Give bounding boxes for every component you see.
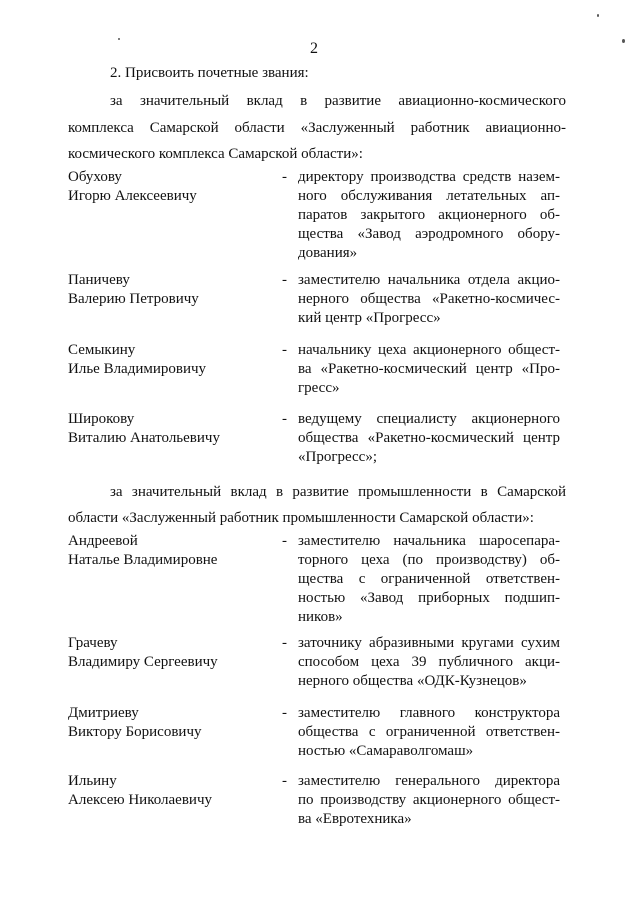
entry-dash: - (282, 773, 287, 789)
awardee-name: Семыкину Илье Владимировичу (68, 342, 207, 377)
section1-intro-line: за значительный вклад в развитие авиационно-космического (110, 93, 566, 109)
awardee-name: Грачеву Владимиру Сергеевичу (68, 635, 218, 670)
entry-dash: - (282, 705, 287, 721)
entry-dash: - (282, 272, 287, 288)
awardee-position: директору производства средств назем- ного обслуживания летательных ап- паратов закрытого акционерного об- щества «Завод аэродромного обору- дования» (298, 169, 560, 261)
entry-dash: - (282, 411, 287, 427)
section1-intro-line: комплекса Самарской области «Заслуженный работник авиационно- (68, 120, 566, 136)
entry-dash: - (282, 635, 287, 651)
page-number: 2 (310, 40, 318, 57)
entry-dash: - (282, 169, 287, 185)
scan-speck (118, 38, 120, 40)
awardee-position: заточнику абразивными кругами сухим способом цеха 39 публичного акци- нерного общества «ОДК-Кузнецов» (298, 635, 560, 689)
awardee-name: Паничеву Валерию Петровичу (68, 272, 199, 307)
awardee-position: ведущему специалисту акционерного общества «Ракетно-космический центр «Прогресс»; (298, 411, 560, 465)
item-2-heading: 2. Присвоить почетные звания: (110, 65, 309, 81)
awardee-name: Широкову Виталию Анатольевичу (68, 411, 220, 446)
awardee-name: Андреевой Наталье Владимировне (68, 533, 218, 568)
entry-dash: - (282, 342, 287, 358)
awardee-name: Дмитриеву Виктору Борисовичу (68, 705, 202, 740)
scan-speck (597, 14, 599, 17)
awardee-name: Обухову Игорю Алексеевичу (68, 169, 197, 204)
awardee-name: Ильину Алексею Николаевичу (68, 773, 212, 808)
section2-intro-line: области «Заслуженный работник промышленности Самарской области»: (68, 510, 534, 526)
section2-intro-line: за значительный вклад в развитие промышленности в Самарской (110, 484, 566, 500)
awardee-position: заместителю начальника шаросепара- торного цеха (по производству) об- щества с ограниченной ответствен- ностью «Завод приборных подшип- ников» (298, 533, 560, 625)
scan-speck (622, 39, 625, 43)
awardee-position: начальнику цеха акционерного общест- ва «Ракетно-космический центр «Про- гресс» (298, 342, 560, 396)
section1-intro-line: космического комплекса Самарской области»: (68, 146, 363, 162)
awardee-position: заместителю начальника отдела акцио- нерного общества «Ракетно-космичес- кий центр «Прогресс» (298, 272, 560, 326)
awardee-position: заместителю главного конструктора общества с ограниченной ответствен- ностью «Самараволгомаш» (298, 705, 560, 759)
entry-dash: - (282, 533, 287, 549)
awardee-position: заместителю генерального директора по производству акционерного общест- ва «Евротехника» (298, 773, 560, 827)
